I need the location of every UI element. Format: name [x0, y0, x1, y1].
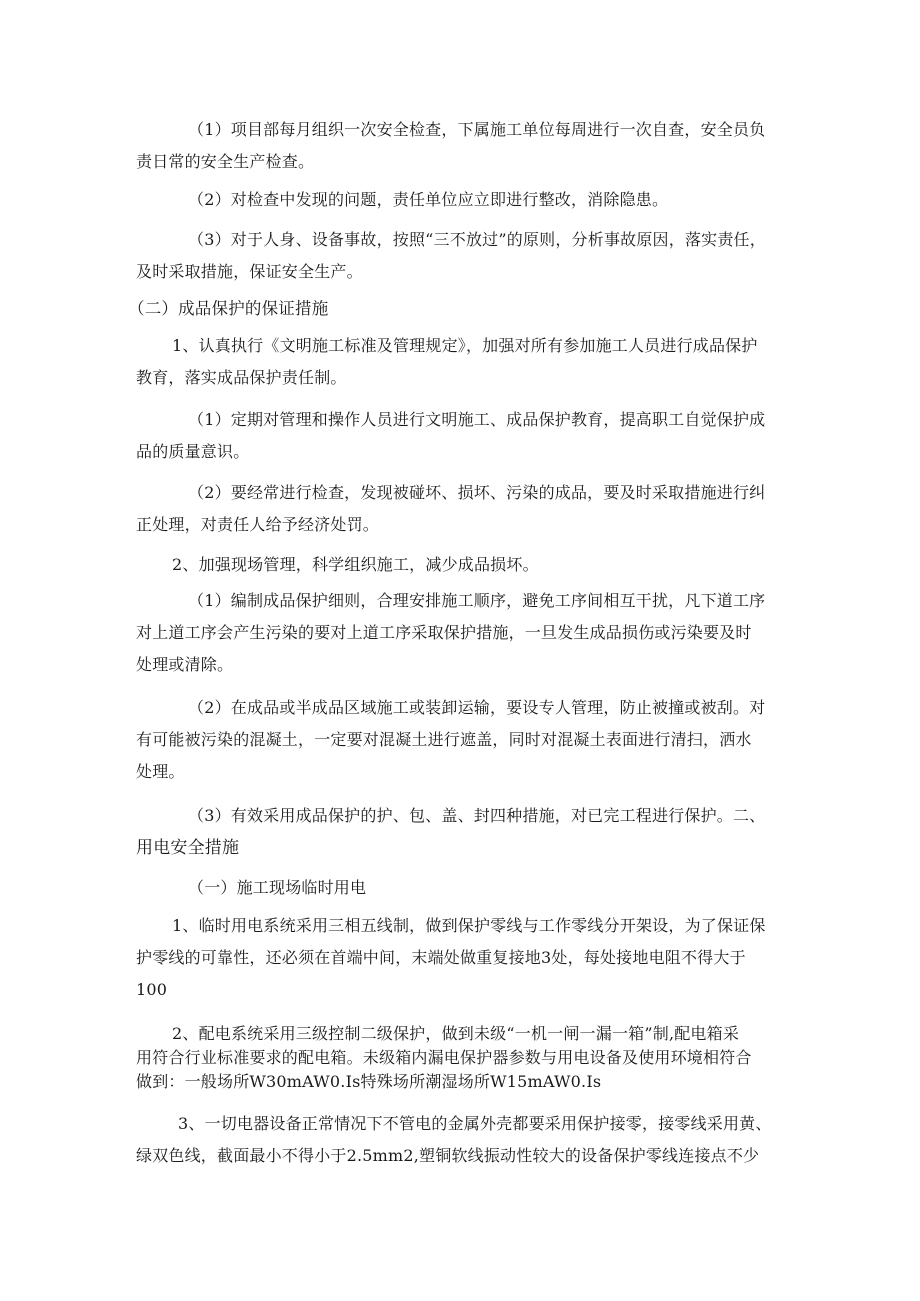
paragraph-protection-2-1 [136, 585, 766, 681]
heading-text: （二）成品保护的保证措施 [128, 299, 329, 318]
text-line: （3）对于人身、设备事故，按照“三不放过”的原则，分析事故原因，落实责任， [188, 230, 766, 249]
paragraph-protection-1 [136, 330, 758, 394]
heading-text: （一）施工现场临时用电 [188, 878, 367, 897]
text-line: 绿双色线，截面最小不得小于2.5mm2,塑铜软线振动性较大的设备保护零线连接点不少 [136, 1146, 760, 1165]
text-line: 用符合行业标准要求的配电箱。未级箱内漏电保护器参数与用电设备及使用环境相符合 [136, 1048, 752, 1067]
text-line: 护零线的可靠性，还必须在首端中间，末端处做重复接地3处，每处接地电阻不得大于 [136, 948, 746, 967]
paragraph-power-3 [136, 1108, 772, 1172]
text-line: 正处理，对责任人给予经济处罚。 [136, 515, 380, 534]
text-line: （1）定期对管理和操作人员进行文明施工、成品保护教育，提高职工自觉保护成 [188, 410, 766, 429]
text-line: 有可能被污染的混凝土，一定要对混凝土进行遮盖，同时对混凝土表面进行清扫，洒水 [136, 730, 752, 749]
text-line: 及时采取措施，保证安全生产。 [136, 262, 363, 281]
text-line: 做到：一般场所W30mAW0.Is特殊场所潮湿场所W15mAW0.Is [136, 1072, 602, 1091]
paragraph-protection-2 [172, 549, 539, 581]
text-line: 100 [136, 980, 168, 999]
text-line: 2、加强现场管理，科学组织施工，减少成品损坏。 [172, 555, 539, 574]
paragraph-inspection-1 [136, 114, 766, 178]
text-line: （2）对检查中发现的问题，责任单位应立即进行整改，消除隐患。 [188, 190, 669, 209]
text-line: （1）编制成品保护细则，合理安排施工顺序，避免工序间相互干扰，凡下道工序 [188, 591, 766, 610]
text-line: 处理或清除。 [136, 655, 234, 674]
paragraph-inspection-2 [188, 184, 668, 216]
paragraph-protection-1-2 [136, 477, 766, 541]
text-line: 责日常的安全生产检查。 [136, 152, 315, 171]
text-line: （1）项目部每月组织一次安全检查，下属施工单位每周进行一次自查，安全员负 [188, 120, 766, 139]
subsection-heading-temporary-power [188, 872, 366, 904]
text-line: 品的质量意识。 [136, 442, 250, 461]
text-line: 教育，落实成品保护责任制。 [136, 368, 347, 387]
text-line: 3、一切电器设备正常情况下不管电的金属外壳都要采用保护接零，接零线采用黄、 [178, 1114, 772, 1133]
section-heading-electrical-safety: 用电安全措施 [136, 838, 240, 858]
text-line: （2）要经常进行检查，发现被碰坏、损坏、污染的成品，要及时采取措施进行纠 [188, 483, 766, 502]
section-heading-finished-product-protection [128, 293, 328, 325]
paragraph-protection-2-2 [136, 692, 766, 788]
paragraph-protection-1-1 [136, 404, 766, 468]
paragraph-power-2 [136, 1022, 752, 1094]
text-line: （2）在成品或半成品区域施工或装卸运输，要设专人管理，防止被撞或被刮。对 [188, 698, 766, 717]
text-line: 1、临时用电系统采用三相五线制，做到保护零线与工作零线分开架设，为了保证保 [172, 916, 766, 935]
paragraph-protection-2-3 [136, 800, 766, 864]
text-line: 对上道工序会产生污染的要对上道工序采取保护措施，一旦发生成品损伤或污染要及时 [136, 623, 752, 642]
paragraph-power-1 [136, 910, 766, 1006]
text-line: （3）有效采用成品保护的护、包、盖、封四种措施，对已完工程进行保护。二、 [188, 806, 766, 825]
text-line: 处理。 [136, 762, 185, 781]
text-line: 2、配电系统采用三级控制二级保护，做到未级“一机一闸一漏一箱”制,配电箱采 [172, 1024, 740, 1043]
paragraph-inspection-3 [136, 224, 766, 288]
text-line: 1、认真执行《文明施工标准及管理规定》，加强对所有参加施工人员进行成品保护 [172, 336, 758, 355]
